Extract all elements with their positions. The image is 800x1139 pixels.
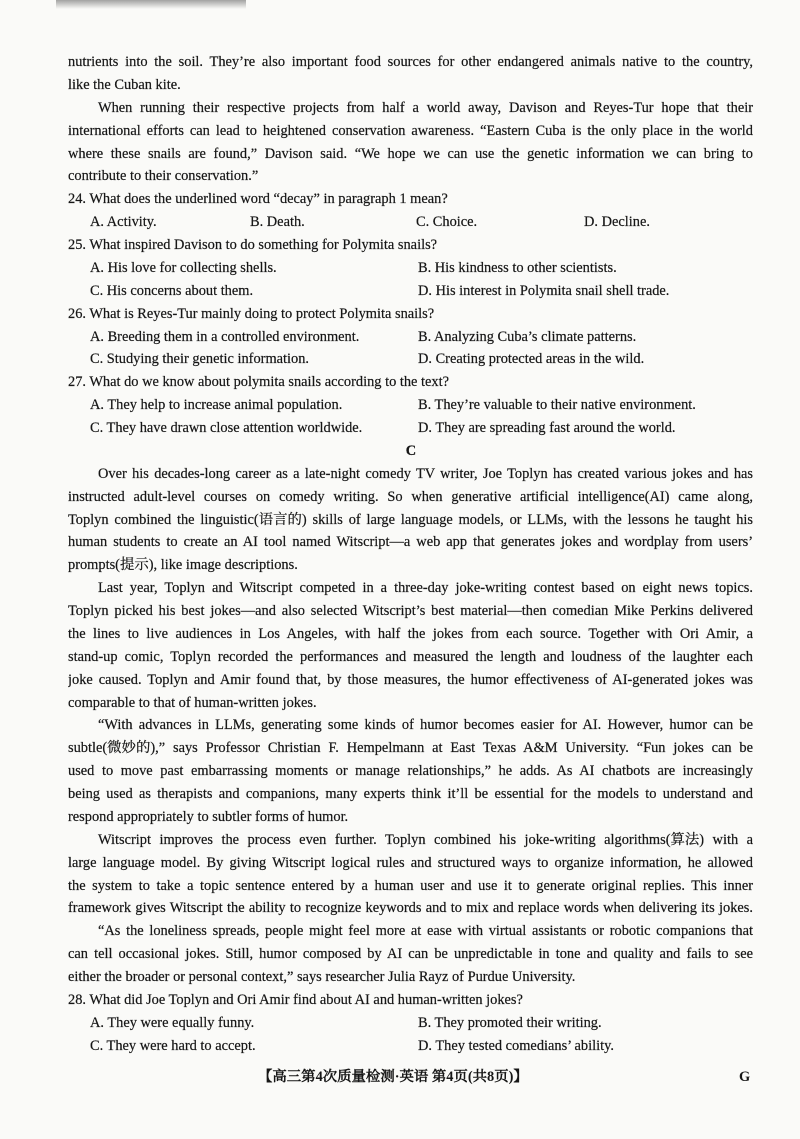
text-line: Last year, Toplyn and Witscript competed in a three-day joke-writing contest based on eight news topics.	[98, 580, 753, 597]
option-a: A. Activity.	[90, 214, 157, 231]
section-c-paragraph-5	[68, 920, 754, 989]
question-stem: 26. What is Reyes-Tur mainly doing to protect Polymita snails?	[68, 305, 435, 322]
option-d: D. Decline.	[584, 214, 650, 231]
option-b: B. Death.	[250, 214, 305, 231]
section-c-paragraph-3	[68, 714, 754, 828]
text-line: joke caused. Toplyn and Amir found that, by those measures, the humor effectiveness of AI-generated jokes was	[68, 671, 753, 688]
option-a: A. They help to increase animal population.	[90, 397, 343, 414]
text-line: Toplyn combined the linguistic(语言的) skills of large language models, or LLMs, with the lessons he taught his	[68, 511, 753, 528]
text-line: “With advances in LLMs, generating some kinds of humor becomes easier for AI. However, humor can be	[98, 717, 753, 734]
section-c-paragraph-1	[68, 463, 754, 577]
text-line: comparable to that of human-written jokes.	[68, 694, 317, 711]
text-line: the lines to live audiences in Los Angeles, with half the jokes from each source. Together with Ori Amir, a	[68, 625, 753, 642]
question-28	[68, 989, 754, 1058]
passage-b-paragraph-1	[68, 51, 754, 97]
option-d: D. They are spreading fast around the world.	[418, 420, 676, 436]
footer-title: 【高三第4次质量检测·英语 第4页(共8页)】	[258, 1069, 528, 1085]
text-line: either the broader or personal context,” says researcher Julia Rayz of Purdue University.	[68, 969, 576, 985]
text-line: stand-up comic, Toplyn recorded the performances and measured the length and loudness of the laughter each	[68, 648, 753, 665]
option-a: A. They were equally funny.	[90, 1014, 255, 1031]
option-c: C. They were hard to accept.	[90, 1037, 256, 1054]
option-row	[68, 280, 754, 303]
text-line: contribute to their conservation.”	[68, 168, 259, 185]
text-line: large language model. By giving Witscript logical rules and structured ways to organize information, he allowed	[68, 854, 753, 871]
question-stem: 24. What does the underlined word “decay” in paragraph 1 mean?	[68, 191, 448, 208]
option-b: B. His kindness to other scientists.	[418, 259, 617, 276]
text-line: instructed adult-level courses on comedy writing. So when generative artificial intelligence(AI) came along,	[68, 488, 753, 505]
question-stem: 28. What did Joe Toplyn and Ori Amir find about AI and human-written jokes?	[68, 991, 523, 1008]
text-line: When running their respective projects from half a world away, Davison and Reyes-Tur hope that their	[98, 99, 753, 116]
section-c-paragraph-2	[68, 577, 754, 714]
question-stem: 25. What inspired Davison to do something for Polymita snails?	[68, 237, 438, 253]
option-row	[68, 417, 754, 440]
text-line: international efforts can lead to heightened conservation awareness. “Eastern Cuba is the only place in the world	[68, 122, 753, 139]
option-d: D. They tested comedians’ ability.	[418, 1037, 614, 1054]
passage-b-paragraph-2	[68, 97, 754, 189]
text-line: where these snails are found,” Davison said. “We hope we can use the genetic information we can bring to	[68, 145, 753, 162]
page-content	[68, 51, 754, 1058]
page-footer	[0, 1066, 800, 1090]
option-row	[68, 348, 754, 371]
section-c-paragraph-4	[68, 829, 754, 921]
question-25	[68, 234, 754, 303]
option-a: A. Breeding them in a controlled environment.	[90, 328, 360, 345]
text-line: “As the loneliness spreads, people might feel more at ease with virtual assistants or robotic companions that	[98, 923, 753, 940]
option-row	[68, 1012, 754, 1035]
text-line: nutrients into the soil. They’re also important food sources for other endangered animals native to the country,	[68, 54, 753, 70]
text-line: Witscript improves the process even further. Toplyn combined his joke-writing algorithms(算法) with a	[98, 831, 753, 848]
text-line: can tell occasional jokes. Still, humor composed by AI can be unpredictable in tone and quality and fails to see	[68, 946, 753, 963]
option-b: B. They promoted their writing.	[418, 1014, 602, 1031]
option-b: B. Analyzing Cuba’s climate patterns.	[418, 328, 637, 345]
option-b: B. They’re valuable to their native environment.	[418, 397, 696, 414]
option-row	[68, 326, 754, 349]
scan-shadow	[56, 0, 246, 9]
option-c: C. Studying their genetic information.	[90, 351, 310, 368]
text-line: Over his decades-long career as a late-night comedy TV writer, Joe Toplyn has created various jokes and has	[98, 465, 753, 482]
option-a: A. His love for collecting shells.	[90, 259, 277, 276]
option-row	[68, 394, 754, 417]
text-line: being used as therapists and companions, many experts think it’ll be essential for the models to understand and	[68, 786, 753, 802]
section-heading: C	[405, 442, 417, 459]
option-d: D. His interest in Polymita snail shell trade.	[418, 282, 670, 299]
text-line: human students to create an AI tool named Witscript—a web app that generates jokes and wordplay from users’	[68, 534, 753, 551]
text-line: like the Cuban kite.	[68, 76, 181, 93]
text-line: used to move past embarrassing moments or manage relationships,” he adds. As AI chatbots are increasingly	[68, 763, 753, 780]
option-c: C. They have drawn close attention worldwide.	[90, 420, 363, 436]
text-line: framework gives Witscript the ability to recognize keywords and to mix and replace words when delivering its jokes.	[68, 900, 753, 917]
question-26	[68, 303, 754, 372]
question-stem: 27. What do we know about polymita snails according to the text?	[68, 374, 450, 391]
text-line: Toplyn picked his best jokes—and also selected Witscript’s best material—then comedian Mike Perkins delivered	[68, 603, 753, 619]
option-c: C. His concerns about them.	[90, 282, 254, 299]
option-row	[68, 211, 754, 234]
question-27	[68, 371, 754, 440]
option-d: D. Creating protected areas in the wild.	[418, 351, 645, 368]
question-24	[68, 188, 754, 234]
option-row	[68, 257, 754, 280]
text-line: subtle(微妙的),” says Professor Christian F. Hempelmann at East Texas A&M University. “Fun jokes can be	[68, 740, 753, 757]
paper-code: G	[739, 1069, 751, 1085]
text-line: respond appropriately to subtler forms of humor.	[68, 808, 349, 825]
text-line: prompts(提示), like image descriptions.	[68, 557, 298, 574]
text-line: the system to take a topic sentence entered by a human user and use it to generate original replies. This inner	[68, 877, 753, 894]
option-c: C. Choice.	[416, 214, 478, 231]
option-row	[68, 1035, 754, 1058]
